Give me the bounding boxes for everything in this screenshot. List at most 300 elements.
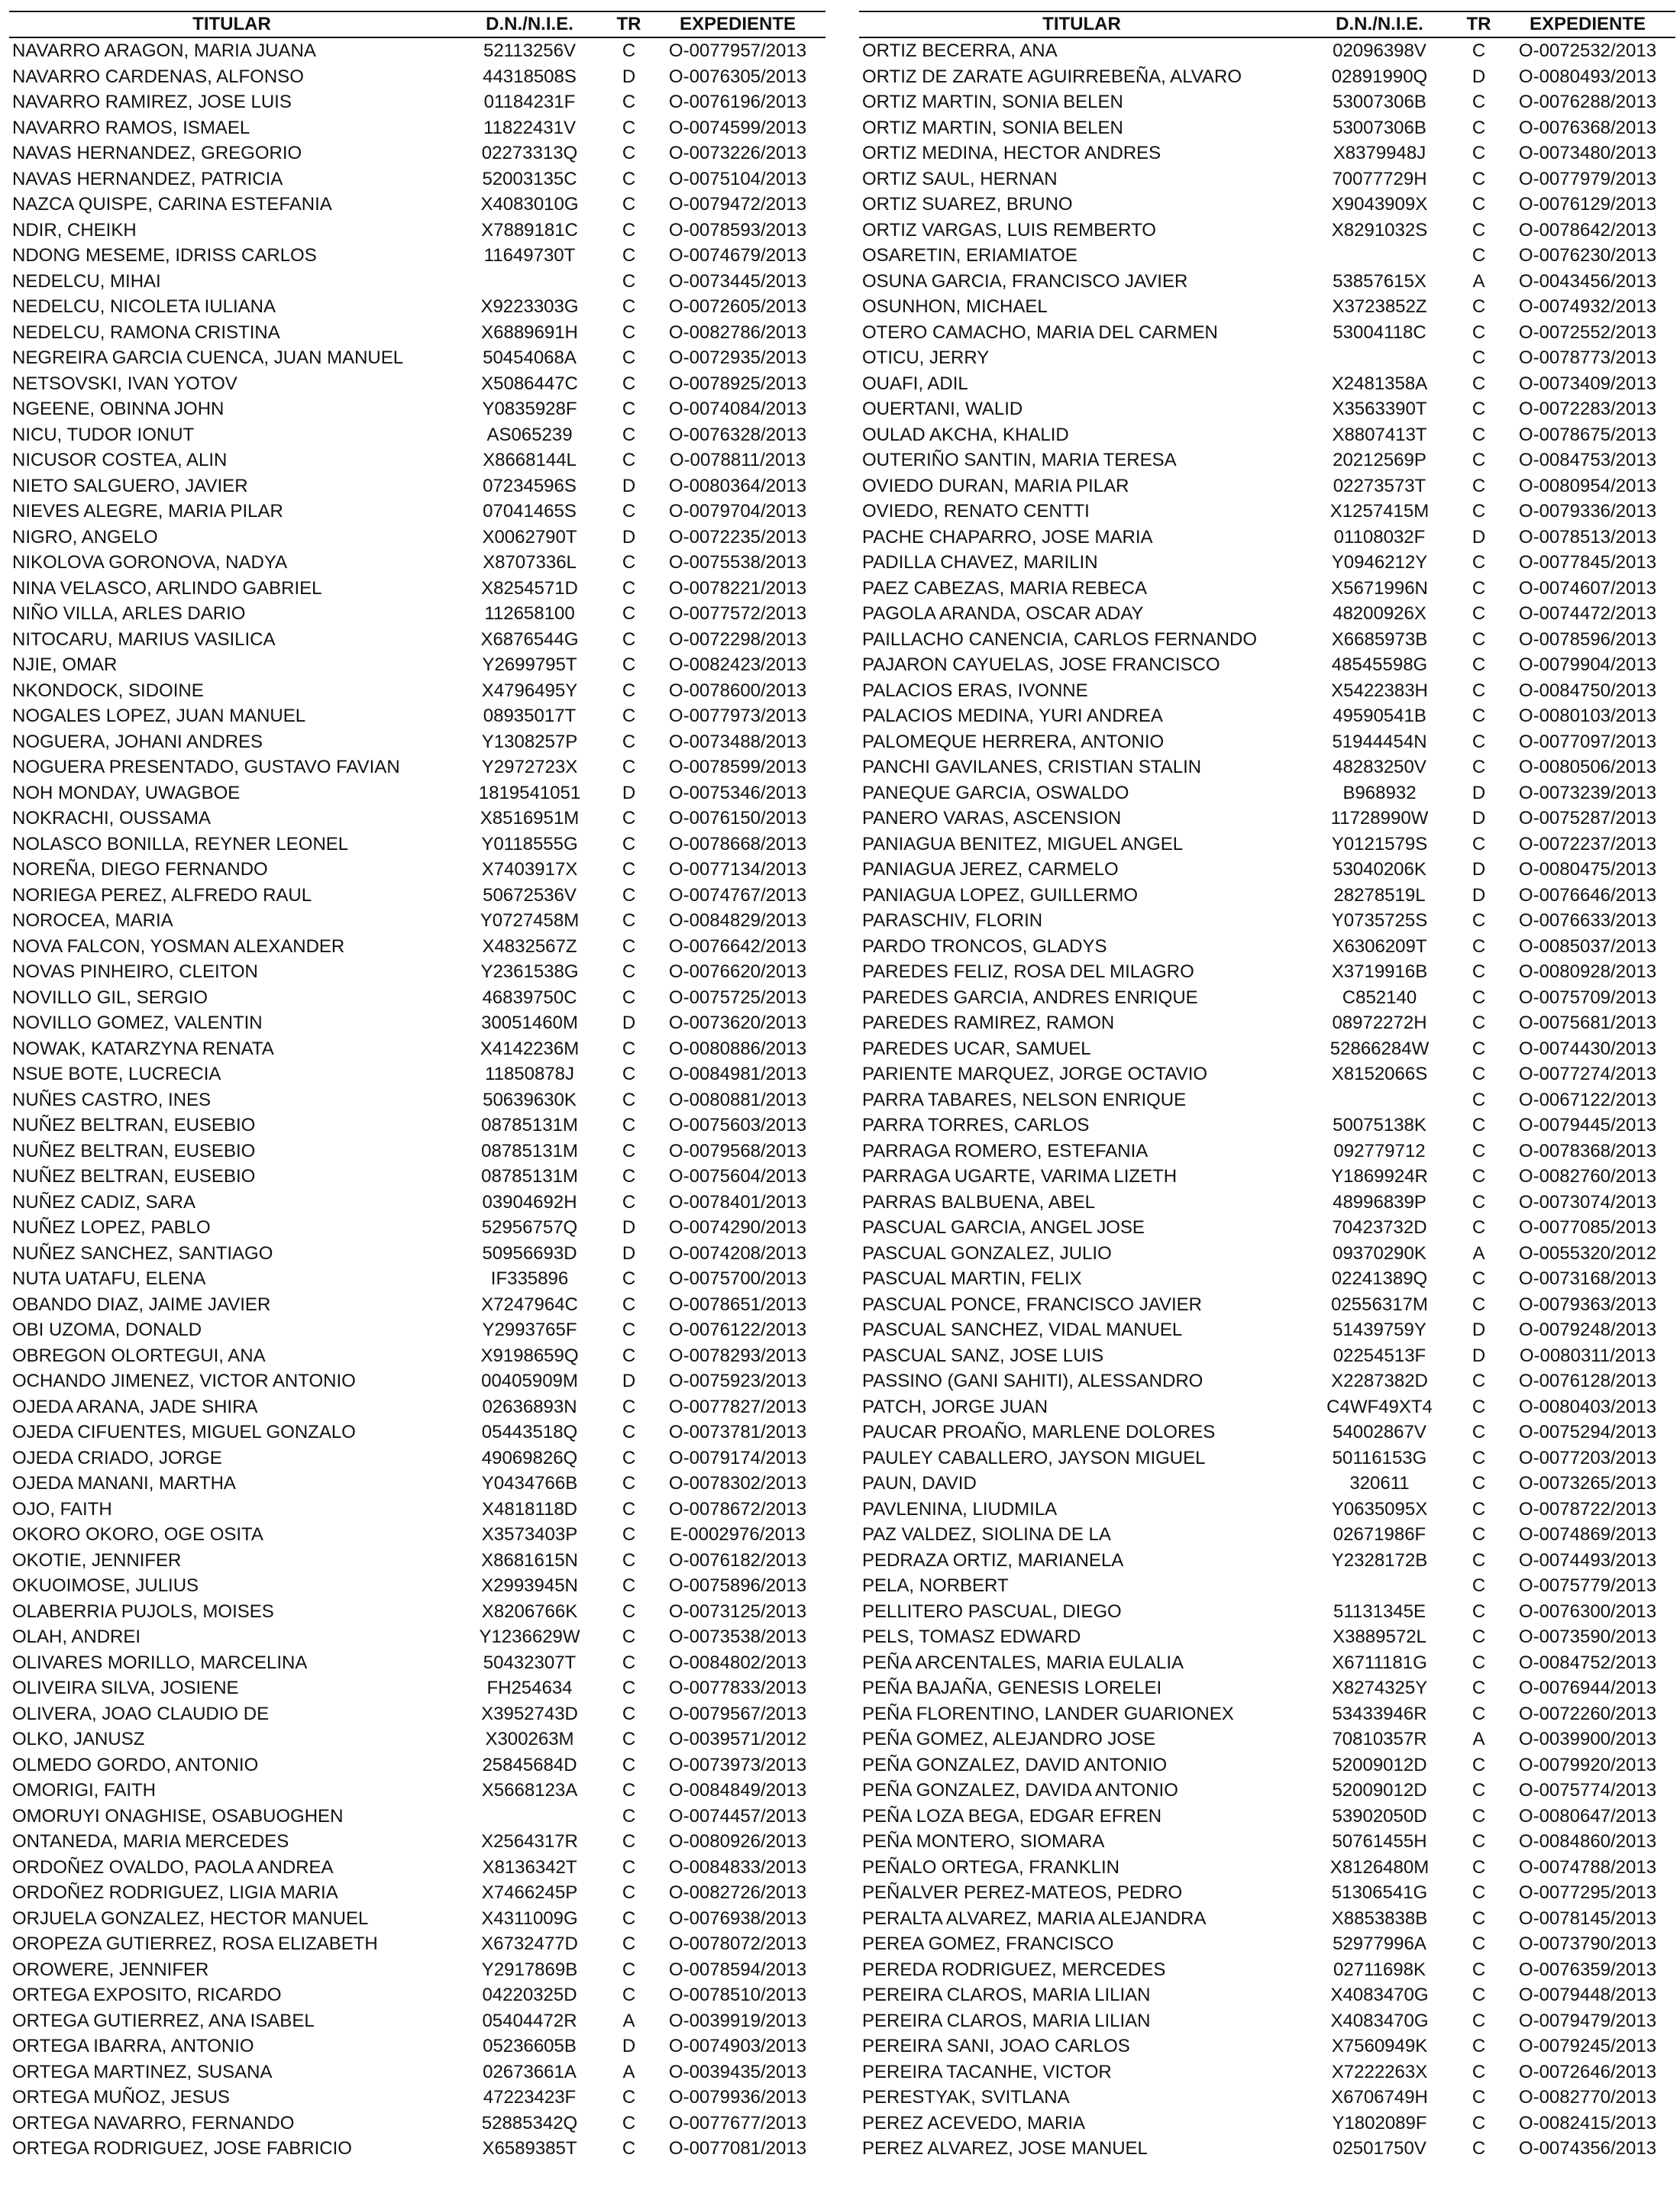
titular-cell: OKORO OKORO, OGE OSITA (12, 1524, 263, 1545)
table-row (859, 371, 1675, 397)
expediente-cell: O-0078773/2013 (1518, 347, 1657, 368)
dni-cell: 47223423F (483, 2087, 577, 2108)
table-row (859, 832, 1675, 858)
table-row (859, 703, 1675, 729)
tr-cell: C (622, 706, 636, 726)
titular-cell: NUÑEZ BELTRAN, EUSEBIO (12, 1166, 256, 1187)
tr-cell: C (622, 1294, 636, 1315)
table-row (9, 601, 825, 627)
table-row (859, 576, 1675, 602)
tr-cell: C (1472, 219, 1486, 241)
tr-cell: C (1472, 296, 1486, 317)
table-row (859, 1164, 1675, 1190)
table-row (859, 37, 1675, 64)
tr-cell: C (622, 1115, 636, 1135)
dni-cell: 52977996A (1333, 1933, 1426, 1954)
tr-cell: C (1472, 603, 1486, 624)
table-row (9, 806, 825, 832)
titular-cell: NAVAS HERNANDEZ, PATRICIA (12, 168, 283, 189)
table-row (9, 1957, 825, 1983)
table-row (859, 192, 1675, 218)
table-row (9, 832, 825, 858)
tr-cell: A (622, 2061, 635, 2082)
table-row (859, 1880, 1675, 1906)
table-row (9, 1241, 825, 1267)
expediente-cell: O-0084981/2013 (668, 1064, 807, 1084)
table-row (9, 1855, 825, 1881)
titular-cell: PASSINO (GANI SAHITI), ALESSANDRO (862, 1371, 1203, 1391)
expediente-cell: O-0074457/2013 (668, 1805, 807, 1827)
titular-cell: NOGUERA, JOHANI ANDRES (12, 731, 263, 752)
tr-cell: C (622, 1754, 636, 1775)
expediente-cell: O-0082786/2013 (668, 321, 807, 343)
expediente-cell: O-0074607/2013 (1518, 577, 1657, 599)
table-row (9, 1650, 825, 1676)
titular-cell: PAZ VALDEZ, SIOLINA DE LA (862, 1524, 1111, 1545)
titular-cell: PEREA GOMEZ, FRANCISCO (862, 1933, 1114, 1954)
tr-cell: C (1472, 628, 1486, 650)
table-row (859, 218, 1675, 244)
tr-cell: C (622, 424, 636, 445)
expediente-cell: O-0080647/2013 (1518, 1805, 1657, 1827)
tr-cell: D (622, 1371, 636, 1391)
dni-cell: X6685973B (1331, 628, 1428, 650)
dni-cell: X8379948J (1333, 143, 1426, 163)
dni-cell: 50432307T (483, 1652, 577, 1673)
table-row (859, 243, 1675, 269)
table-row (9, 908, 825, 934)
titular-cell: NOVAS PINHEIRO, CLEITON (12, 961, 258, 982)
dni-cell: Y2917869B (481, 1959, 578, 1980)
dni-cell: 08972272H (1332, 1013, 1427, 1033)
titular-cell: PASCUAL SANCHEZ, VIDAL MANUEL (862, 1320, 1183, 1340)
expediente-cell: O-0072235/2013 (668, 526, 807, 548)
table-row (9, 576, 825, 602)
titular-cell: ORTIZ MARTIN, SONIA BELEN (862, 117, 1123, 138)
expediente-cell: O-0074932/2013 (1518, 296, 1657, 317)
dni-cell: 53902050D (1332, 1805, 1427, 1827)
tr-cell: C (1472, 1831, 1486, 1852)
tr-cell: D (622, 2036, 636, 2056)
expediente-cell: O-0076230/2013 (1518, 245, 1657, 266)
tr-cell: C (1472, 1191, 1486, 1213)
titular-cell: ORTIZ SAUL, HERNAN (862, 168, 1058, 189)
dni-cell: 02671986F (1333, 1524, 1426, 1545)
expediente-cell: O-0084750/2013 (1518, 680, 1657, 701)
dni-cell: C4WF49XT4 (1326, 1396, 1433, 1417)
titular-cell: PASCUAL SANZ, JOSE LUIS (862, 1345, 1104, 1366)
dni-cell: 50672536V (483, 884, 577, 906)
expediente-cell: O-0074290/2013 (668, 1217, 807, 1238)
titular-cell: PARRA TORRES, CARLOS (862, 1115, 1090, 1135)
dni-cell: X7403917X (481, 859, 578, 880)
dni-cell: Y0118555G (481, 833, 578, 854)
tr-cell: A (622, 2010, 635, 2031)
dni-cell: Y1236629W (479, 1627, 580, 1647)
table-row (9, 1446, 825, 1471)
table-row (859, 627, 1675, 653)
tr-cell: C (622, 680, 636, 701)
table-row (859, 550, 1675, 576)
dni-cell: 70077729H (1332, 168, 1427, 189)
dni-cell: IF335896 (490, 1268, 569, 1289)
expediente-cell: O-0077081/2013 (668, 2138, 807, 2159)
table-row (9, 499, 825, 525)
titular-cell: NOROCEA, MARIA (12, 910, 173, 931)
expediente-cell: O-0078600/2013 (668, 680, 807, 701)
expediente-cell: O-0073168/2013 (1518, 1268, 1657, 1289)
dni-cell: 02273313Q (481, 143, 578, 163)
expediente-cell: O-0073239/2013 (1518, 782, 1657, 803)
tr-cell: C (622, 1268, 636, 1289)
titular-cell: NOVILLO GOMEZ, VALENTIN (12, 1013, 263, 1033)
table-row (859, 1010, 1675, 1036)
dni-cell: X8126480M (1329, 1856, 1430, 1878)
tr-cell: C (1472, 168, 1486, 189)
dni-cell: 02273573T (1333, 475, 1426, 496)
titular-cell: PADILLA CHAVEZ, MARILIN (862, 552, 1098, 573)
titular-cell: ORDOÑEZ OVALDO, PAOLA ANDREA (12, 1856, 334, 1878)
dni-cell: 02241389Q (1331, 1268, 1428, 1289)
dni-cell: Y0434766B (481, 1473, 578, 1494)
expediente-cell: O-0080403/2013 (1518, 1396, 1657, 1417)
table-body-right (859, 37, 1675, 2162)
titular-cell: NAVARRO RAMIREZ, JOSE LUIS (12, 92, 292, 112)
tr-cell: C (1472, 1115, 1486, 1135)
dni-cell: 02673661A (483, 2061, 577, 2082)
titular-cell: NUÑEZ BELTRAN, EUSEBIO (12, 1140, 256, 1161)
dni-cell: Y2361538G (480, 961, 579, 982)
expediente-cell: O-0073480/2013 (1518, 143, 1657, 163)
tr-cell: C (622, 1831, 636, 1852)
titular-cell: OLMEDO GORDO, ANTONIO (12, 1754, 259, 1775)
dni-cell: Y2993765F (482, 1320, 577, 1340)
dni-cell: 05443518Q (481, 1422, 578, 1442)
titular-cell: PANEQUE GARCIA, OSWALDO (862, 782, 1129, 803)
table-row (859, 1061, 1675, 1087)
expediente-cell: O-0084829/2013 (668, 910, 807, 931)
dni-cell: 70423732D (1332, 1217, 1427, 1238)
titular-cell: PANERO VARAS, ASCENSION (862, 808, 1122, 829)
tr-cell: C (622, 399, 636, 419)
table-row (9, 2085, 825, 2111)
tr-cell: C (1472, 757, 1486, 777)
table-row (859, 908, 1675, 934)
tr-cell: C (622, 577, 636, 599)
tr-cell: C (622, 1191, 636, 1213)
titular-cell: ORTIZ SUAREZ, BRUNO (862, 194, 1073, 215)
table-row (859, 780, 1675, 806)
table-row (9, 525, 825, 551)
tr-cell: C (622, 731, 636, 752)
titular-cell: NOLASCO BONILLA, REYNER LEONEL (12, 833, 349, 854)
expediente-cell: O-0074472/2013 (1518, 603, 1657, 624)
expediente-cell: O-0075346/2013 (668, 782, 807, 803)
header-tr: TR (1458, 11, 1500, 37)
expediente-cell: O-0078593/2013 (668, 219, 807, 241)
tr-cell: C (1472, 2138, 1486, 2159)
titular-cell: PEREIRA TACANHE, VICTOR (862, 2061, 1112, 2082)
table-row (9, 1727, 825, 1753)
expediente-cell: O-0079479/2013 (1518, 2010, 1657, 2031)
tr-cell: C (1472, 1422, 1486, 1442)
dni-cell: 51306541G (1331, 1882, 1428, 1903)
tr-cell: C (1472, 1396, 1486, 1417)
table-row (9, 678, 825, 704)
expediente-cell: O-0073445/2013 (668, 270, 807, 292)
expediente-cell: O-0075104/2013 (668, 168, 807, 189)
tr-cell: C (622, 808, 636, 829)
expediente-cell: O-0076150/2013 (668, 808, 807, 829)
expediente-cell: O-0078072/2013 (668, 1933, 807, 1954)
titular-cell: NEGREIRA GARCIA CUENCA, JUAN MANUEL (12, 347, 404, 368)
expediente-cell: O-0078221/2013 (668, 577, 807, 599)
table-row (9, 1190, 825, 1216)
tr-cell: C (622, 1908, 636, 1929)
expediente-cell: O-0082423/2013 (668, 654, 807, 675)
expediente-cell: O-0074903/2013 (668, 2036, 807, 2056)
tr-cell: C (622, 910, 636, 931)
tr-cell: A (1472, 1729, 1485, 1749)
dni-cell: 50956693D (482, 1242, 577, 1264)
dni-cell (1301, 243, 1458, 269)
tr-cell: C (622, 347, 636, 368)
table-row (859, 1190, 1675, 1216)
expediente-cell: O-0078596/2013 (1518, 628, 1657, 650)
titular-cell: PAEZ CABEZAS, MARIA REBECA (862, 577, 1147, 599)
header-dni: D.N./N.I.E. (1301, 11, 1458, 37)
table-row (9, 218, 825, 244)
expediente-cell: O-0082726/2013 (668, 1882, 807, 1903)
titular-cell: NAVARRO RAMOS, ISMAEL (12, 117, 250, 138)
table-row (859, 1343, 1675, 1369)
titular-cell: OBREGON OLORTEGUI, ANA (12, 1345, 266, 1366)
expediente-cell: O-0077677/2013 (668, 2112, 807, 2134)
tr-cell: C (1472, 1166, 1486, 1187)
expediente-cell: O-0039571/2012 (668, 1729, 807, 1749)
tr-cell: C (1472, 1524, 1486, 1545)
table-row (859, 2085, 1675, 2111)
tr-cell: C (622, 1601, 636, 1622)
expediente-cell: O-0079936/2013 (668, 2087, 807, 2108)
tr-cell: C (1472, 143, 1486, 163)
expediente-cell: O-0074493/2013 (1518, 1549, 1657, 1571)
expediente-cell: O-0080881/2013 (668, 1089, 807, 1110)
tr-cell: C (1472, 1805, 1486, 1827)
tr-cell: C (622, 194, 636, 215)
dni-cell: 52956757Q (481, 1217, 578, 1238)
table-row (859, 1368, 1675, 1394)
table-row (9, 1829, 825, 1855)
expediente-cell: O-0074356/2013 (1518, 2138, 1657, 2159)
table-row (859, 320, 1675, 346)
dni-cell: 08785131M (481, 1140, 578, 1161)
expediente-cell: O-0072552/2013 (1518, 321, 1657, 343)
table-row (859, 1650, 1675, 1676)
titular-cell: NUÑEZ SANCHEZ, SANTIAGO (12, 1242, 273, 1264)
header-expediente: EXPEDIENTE (1500, 11, 1675, 37)
table-row (9, 652, 825, 678)
tr-cell: C (622, 450, 636, 470)
table-row (9, 1804, 825, 1830)
table-row (859, 447, 1675, 473)
expediente-cell: O-0079336/2013 (1518, 501, 1657, 522)
header-dni: D.N./N.I.E. (451, 11, 608, 37)
dni-cell: 51439759Y (1333, 1320, 1426, 1340)
titular-cell: PARASCHIV, FLORIN (862, 910, 1043, 931)
dni-cell: Y1869924R (1331, 1166, 1428, 1187)
titular-cell: PEREDA RODRIGUEZ, MERCEDES (862, 1959, 1166, 1980)
tr-cell: C (622, 1038, 636, 1059)
dni-cell: 51131345E (1333, 1601, 1426, 1622)
table-row (9, 320, 825, 346)
titular-cell: OJEDA CIFUENTES, MIGUEL GONZALO (12, 1422, 356, 1442)
titular-cell: OLKO, JANUSZ (12, 1729, 145, 1749)
titular-cell: NIKOLOVA GORONOVA, NADYA (12, 552, 288, 573)
expediente-cell: O-0075603/2013 (668, 1115, 807, 1135)
dni-cell: FH254634 (486, 1678, 573, 1698)
titular-cell: PAJARON CAYUELAS, JOSE FRANCISCO (862, 654, 1220, 675)
expediente-cell: O-0080493/2013 (1518, 66, 1657, 87)
dni-cell: 53857615X (1333, 270, 1426, 292)
table-row (9, 729, 825, 755)
titular-cell: OMORIGI, FAITH (12, 1780, 157, 1801)
tr-cell: C (622, 987, 636, 1008)
tr-cell: C (622, 2087, 636, 2108)
dni-cell (1301, 1573, 1458, 1599)
table-row (9, 1061, 825, 1087)
tr-cell: C (622, 501, 636, 522)
dni-cell: 48283250V (1333, 757, 1426, 777)
expediente-cell: O-0078675/2013 (1518, 424, 1657, 445)
expediente-cell: O-0073781/2013 (668, 1422, 807, 1442)
titular-cell: OLAH, ANDREI (12, 1627, 141, 1647)
tr-cell: C (622, 1473, 636, 1494)
titular-cell: PEÑA GOMEZ, ALEJANDRO JOSE (862, 1729, 1156, 1749)
table-row (9, 422, 825, 448)
table-row (9, 2111, 825, 2137)
tr-cell: C (622, 552, 636, 573)
table-row (9, 2136, 825, 2162)
dni-cell: X3889572L (1333, 1627, 1426, 1647)
tr-cell: C (622, 884, 636, 906)
titular-cell: NOKRACHI, OUSSAMA (12, 808, 212, 829)
expediente-cell: O-0082760/2013 (1518, 1166, 1657, 1187)
tr-cell: C (622, 1422, 636, 1442)
table-row (859, 1599, 1675, 1625)
dni-cell: X5086447C (481, 373, 578, 394)
titular-cell: PEDRAZA ORTIZ, MARIANELA (862, 1549, 1124, 1571)
tr-cell: C (622, 1524, 636, 1545)
expediente-cell: O-0078925/2013 (668, 373, 807, 394)
table-row (9, 294, 825, 320)
titular-cell: ORTEGA IBARRA, ANTONIO (12, 2036, 254, 2056)
table-row (859, 601, 1675, 627)
dni-cell: X6889691H (481, 321, 578, 343)
expediente-cell: O-0076122/2013 (668, 1320, 807, 1340)
tr-cell: C (622, 1089, 636, 1110)
tr-cell: C (622, 603, 636, 624)
tr-cell: C (1472, 1959, 1486, 1980)
titular-cell: NOREÑA, DIEGO FERNANDO (12, 859, 268, 880)
table-row (9, 371, 825, 397)
titular-cell: PALACIOS ERAS, IVONNE (862, 680, 1088, 701)
tr-cell: D (622, 475, 636, 496)
dni-cell: Y0121579S (1331, 833, 1428, 854)
titular-cell: ORTEGA MUÑOZ, JESUS (12, 2087, 230, 2108)
titular-cell: PATCH, JORGE JUAN (862, 1396, 1048, 1417)
dni-cell: 52009012D (1332, 1780, 1427, 1801)
titular-cell: PEREIRA CLAROS, MARIA LILIAN (862, 2010, 1151, 2031)
dni-cell: 49590541B (1333, 706, 1426, 726)
dni-cell: X9223303G (480, 296, 579, 317)
dni-cell: X0062790T (482, 526, 577, 548)
expediente-cell: O-0073265/2013 (1518, 1473, 1657, 1494)
dni-cell: X7247964C (481, 1294, 578, 1315)
table-row (859, 1317, 1675, 1343)
dni-cell: 092779712 (1333, 1140, 1426, 1161)
titular-cell: OKUOIMOSE, JULIUS (12, 1575, 199, 1596)
tr-cell: C (622, 1064, 636, 1084)
expediente-cell: O-0072646/2013 (1518, 2061, 1657, 2082)
dni-cell: 52866284W (1329, 1038, 1430, 1059)
titular-cell: NIETO SALGUERO, JAVIER (12, 475, 248, 496)
table-row (9, 1599, 825, 1625)
dni-cell: X7466245P (481, 1882, 578, 1903)
titular-cell: OROPEZA GUTIERREZ, ROSA ELIZABETH (12, 1933, 378, 1954)
titular-cell: PERALTA ALVAREZ, MARIA ALEJANDRA (862, 1908, 1207, 1929)
titular-cell: NOVA FALCON, YOSMAN ALEXANDER (12, 935, 345, 957)
table-row (859, 934, 1675, 960)
table-row (859, 1139, 1675, 1165)
expediente-cell: O-0078651/2013 (668, 1294, 807, 1315)
titular-cell: NICUSOR COSTEA, ALIN (12, 450, 228, 470)
titular-cell: PALOMEQUE HERRERA, ANTONIO (862, 731, 1165, 752)
tr-cell: D (1472, 808, 1486, 829)
dni-cell: X5422383H (1331, 680, 1428, 701)
expediente-cell: O-0078302/2013 (668, 1473, 807, 1494)
table-row (859, 729, 1675, 755)
expediente-cell: O-0074788/2013 (1518, 1856, 1657, 1878)
expediente-cell: O-0072298/2013 (668, 628, 807, 650)
dni-cell: X7560949K (1331, 2036, 1428, 2056)
tr-cell: C (1472, 1013, 1486, 1033)
dni-cell: 08785131M (481, 1115, 578, 1135)
expediente-cell: O-0078811/2013 (669, 450, 806, 470)
tr-cell: C (1472, 2036, 1486, 2056)
tr-cell: C (622, 219, 636, 241)
table-row (859, 345, 1675, 371)
tr-cell: C (622, 935, 636, 957)
table-row (859, 1804, 1675, 1830)
tr-cell: C (1472, 1652, 1486, 1673)
titular-cell: NDONG MESEME, IDRISS CARLOS (12, 245, 317, 266)
dni-cell: 53433946R (1332, 1703, 1427, 1724)
dni-cell: 07234596S (483, 475, 577, 496)
expediente-cell: O-0080926/2013 (668, 1831, 807, 1852)
tr-cell: C (622, 859, 636, 880)
titular-cell: NETSOVSKI, IVAN YOTOV (12, 373, 237, 394)
dni-cell: X6306209T (1332, 935, 1427, 957)
tr-cell: D (622, 66, 636, 87)
dni-cell: X2564317R (481, 1831, 578, 1852)
titular-cell: OCHANDO JIMENEZ, VICTOR ANTONIO (12, 1371, 356, 1391)
tr-cell: C (1472, 2010, 1486, 2031)
titular-cell: PAILLACHO CANENCIA, CARLOS FERNANDO (862, 628, 1257, 650)
expediente-cell: O-0075725/2013 (668, 987, 807, 1008)
expediente-cell: O-0076642/2013 (668, 935, 807, 957)
table-row (859, 959, 1675, 985)
